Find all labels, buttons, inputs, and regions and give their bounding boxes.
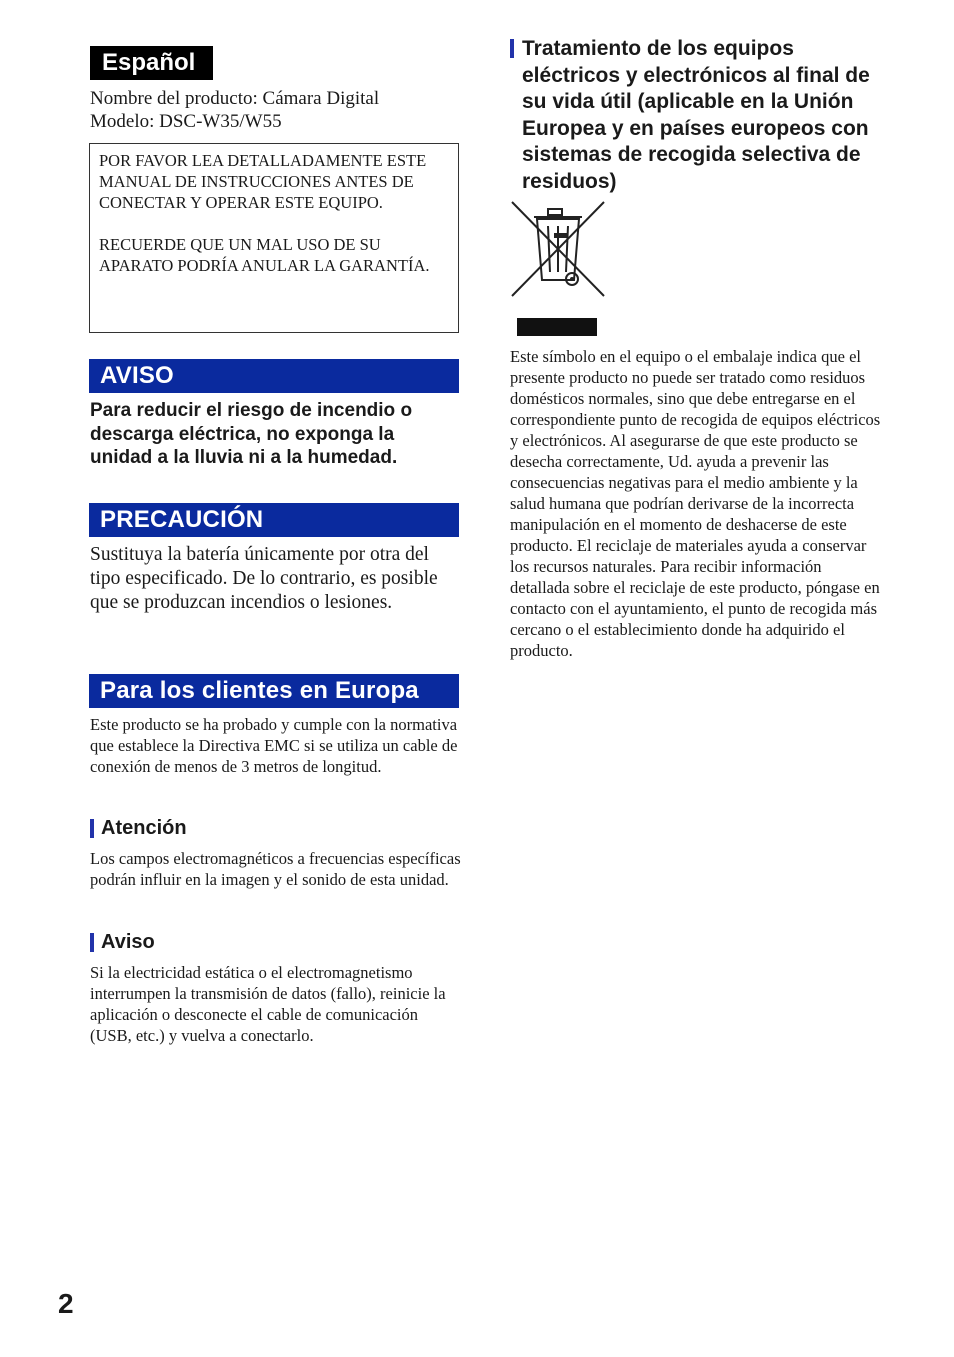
europa-section-title: Para los clientes en Europa (89, 674, 459, 708)
heading-marker (90, 933, 94, 952)
notice-paragraph-1: POR FAVOR LEA DETALLADAMENTE ESTE MANUAL DE INSTRUCCIONES ANTES DE CONECTAR Y OPERAR ESTE EQUIPO. (99, 151, 427, 212)
weee-heading-label: Tratamiento de los equipos eléctricos y electrónicos al final de su vida útil (aplicable en la Unión Europea y en países europeos con sistemas de recogida selectiva de residuos) (522, 37, 870, 193)
aviso-sub-heading-label: Aviso (101, 931, 155, 953)
aviso-sub-text: Si la electricidad estática o el electromagnetismo interrumpen la transmisión de datos (fallo), reinicie la aplicación o desconecte el cable de comunicación (USB, etc.) y vuelva a conectarlo. (90, 963, 446, 1045)
precaucion-text: Sustituya la batería únicamente por otra del tipo especificado. De lo contrario, es posible que se produzcan incendios o lesiones. (90, 544, 438, 613)
language-tab: Español (90, 46, 213, 80)
weee-text: Este símbolo en el equipo o el embalaje indica que el presente producto no puede ser tratado como residuos domésticos normales, sino que debe entregarse en el correspondiente punto de recogida de equipos eléctricos y electrónicos. Al asegurarse de que este producto se desecha correctamente, Ud. ayuda a prevenir las consecuencias negativas para el medio ambiente y la salud humana que podrían derivarse de la incorrecta manipulación en el momento de deshacerse de este producto. El reciclaje de materiales ayuda a conservar los recursos naturales. Para recibir información detallada sobre el reciclaje de este producto, póngase en contacto con el ayuntamiento, el punto de recogida más cercano o el establecimiento donde ha adquirido el producto. (510, 347, 881, 660)
crossed-out-wheelie-bin-icon (510, 200, 606, 300)
notice-box (89, 143, 459, 333)
aviso-sub-heading (90, 930, 155, 954)
atencion-heading (90, 816, 187, 840)
heading-marker (510, 39, 514, 58)
atencion-text: Los campos electromagnéticos a frecuencias específicas podrán influir en la imagen y el sonido de esta unidad. (90, 849, 461, 889)
aviso-section-title: AVISO (89, 359, 459, 393)
product-model: Modelo: DSC-W35/W55 (90, 111, 282, 132)
heading-marker (90, 819, 94, 838)
atencion-heading-label: Atención (101, 817, 187, 839)
weee-black-bar (517, 318, 597, 336)
aviso-warning-text: Para reducir el riesgo de incendio o descarga eléctrica, no exponga la unidad a la lluvia ni a la humedad. (90, 400, 413, 468)
precaucion-section-title: PRECAUCIÓN (89, 503, 459, 537)
product-info (90, 87, 460, 133)
notice-paragraph-2: RECUERDE QUE UN MAL USO DE SU APARATO PODRÍA ANULAR LA GARANTÍA. (99, 235, 430, 275)
europa-text: Este producto se ha probado y cumple con la normativa que establece la Directiva EMC si se utiliza un cable de conexión de menos de 3 metros de longitud. (90, 715, 458, 776)
product-name: Nombre del producto: Cámara Digital (90, 88, 380, 109)
weee-heading (510, 36, 880, 195)
page-number: 2 (58, 1288, 74, 1319)
